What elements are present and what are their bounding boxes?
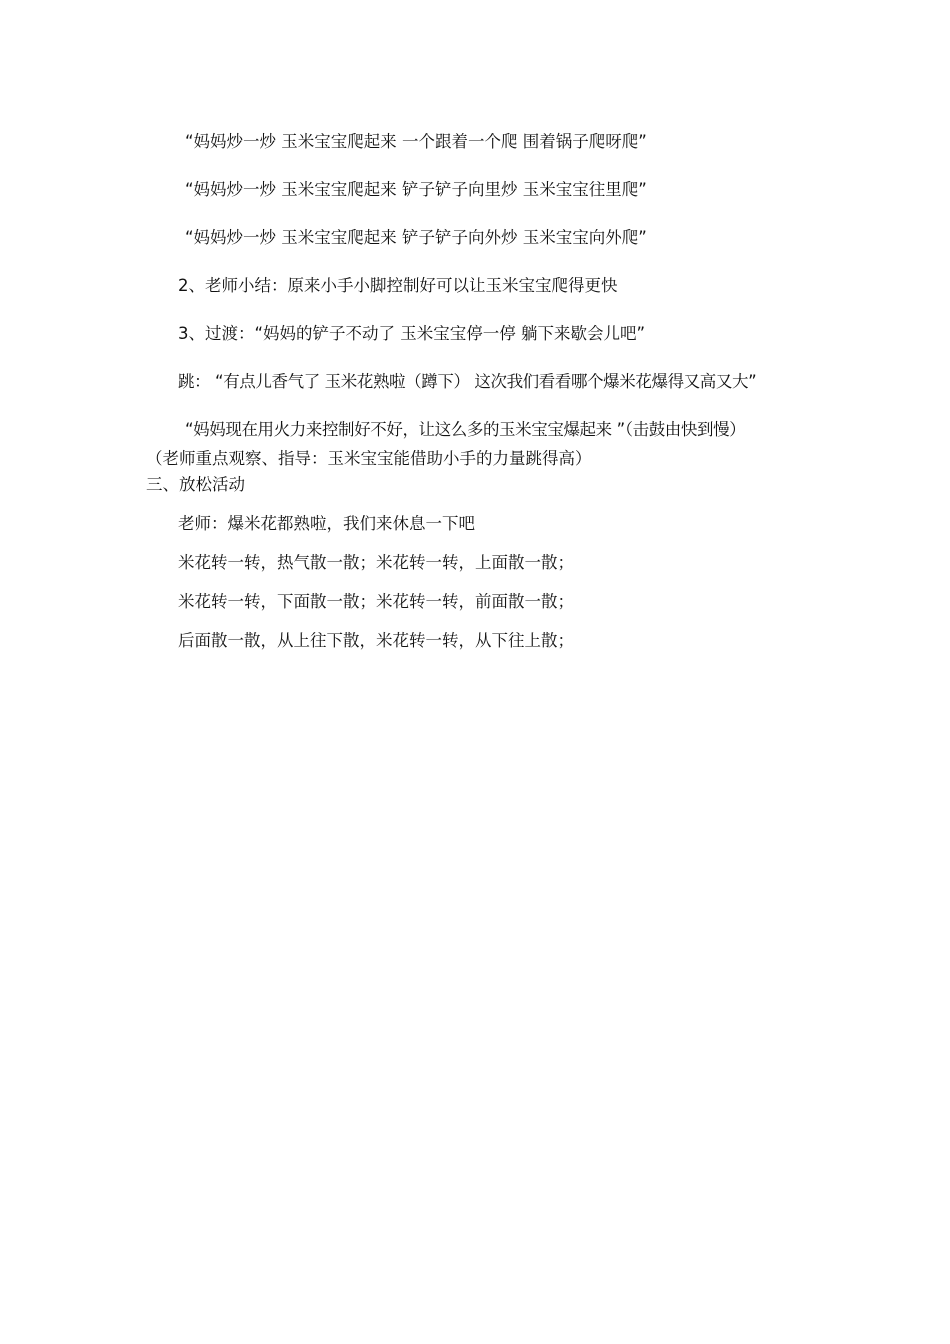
jump-line: 跳： “有点儿香气了 玉米花熟啦（蹲下） 这次我们看看哪个爆米花爆得又高又大” <box>178 372 757 391</box>
relax-line-1: 米花转一转，热气散一散；米花转一转，上面散一散； <box>178 553 574 572</box>
section-title: 三、放松活动 <box>146 475 245 494</box>
chant-line-1: “妈妈炒一炒 玉米宝宝爬起来 一个跟着一个爬 围着锅子爬呀爬” <box>185 132 647 151</box>
relax-line-2: 米花转一转，下面散一散；米花转一转，前面散一散； <box>178 592 574 611</box>
chant-line-2: “妈妈炒一炒 玉米宝宝爬起来 铲子铲子向里炒 玉米宝宝往里爬” <box>185 180 647 199</box>
teacher-summary: 2、老师小结：原来小手小脚控制好可以让玉米宝宝爬得更快 <box>178 276 618 295</box>
teacher-line: 老师：爆米花都熟啦，我们来休息一下吧 <box>178 514 475 533</box>
guidance-note: （老师重点观察、指导：玉米宝宝能借助小手的力量跳得高） <box>146 449 592 468</box>
transition-line: 3、过渡：“妈妈的铲子不动了 玉米宝宝停一停 躺下来歇会儿吧” <box>178 324 646 343</box>
chant-line-3: “妈妈炒一炒 玉米宝宝爬起来 铲子铲子向外炒 玉米宝宝向外爬” <box>185 228 647 247</box>
relax-line-3: 后面散一散，从上往下散，米花转一转，从下往上散； <box>178 631 574 650</box>
heat-control-line: “妈妈现在用火力来控制好不好，让这么多的玉米宝宝爆起来 ”（击鼓由快到慢） <box>185 420 746 439</box>
